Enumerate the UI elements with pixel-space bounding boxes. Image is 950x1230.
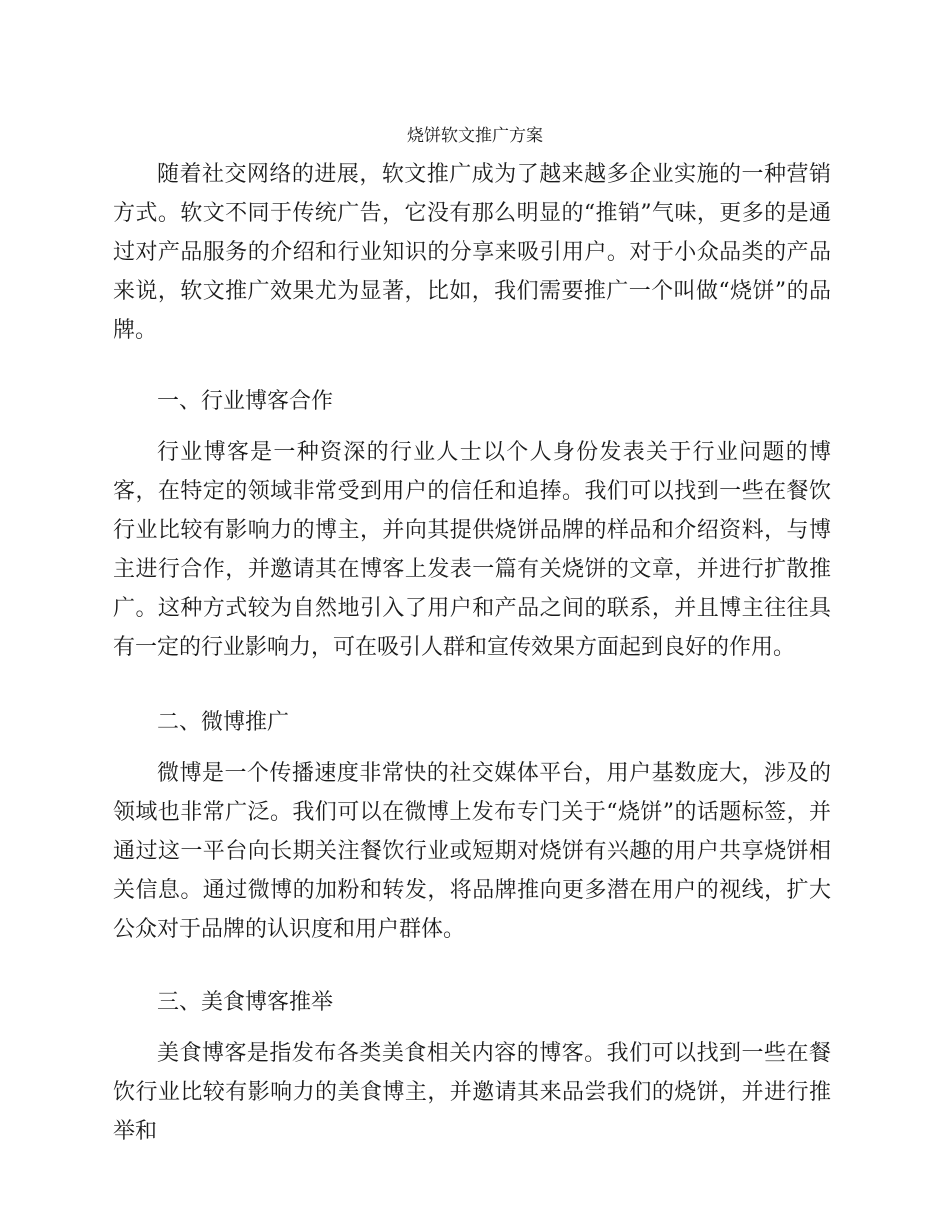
- section-paragraph-food-blog: 美食博客是指发布各类美食相关内容的博客。我们可以找到一些在餐饮行业比较有影响力的美食博主，并邀请其来品尝我们的烧饼，并进行推举和: [113, 1041, 831, 1144]
- section-heading-food-blog: 三、美食博客推举: [157, 990, 334, 1015]
- section-heading-weibo: 二、微博推广: [157, 710, 290, 735]
- section-paragraph-weibo: 微博是一个传播速度非常快的社交媒体平台，用户基数庞大，涉及的领域也非常广泛。我们可以在微博上发布专门关于“烧饼”的话题标签，并通过这一平台向长期关注餐饮行业或短期对烧饼有兴趣的用户共享烧饼相关信息。通过微博的加粉和转发，将品牌推向更多潜在用户的视线，扩大公众对于品牌的认识度和用户群体。: [113, 761, 831, 942]
- section-heading-industry-blog: 一、行业博客合作: [157, 389, 334, 414]
- document-title: 烧饼软文推广方案: [407, 126, 543, 146]
- intro-paragraph: 随着社交网络的进展，软文推广成为了越来越多企业实施的一种营销方式。软文不同于传统广告，它没有那么明显的“推销”气味，更多的是通过对产品服务的介绍和行业知识的分享来吸引用户。对于小众品类的产品来说，软文推广效果尤为显著，比如，我们需要推广一个叫做“烧饼”的品牌。: [113, 162, 831, 343]
- section-paragraph-industry-blog: 行业博客是一种资深的行业人士以个人身份发表关于行业问题的博客，在特定的领域非常受到用户的信任和追捧。我们可以找到一些在餐饮行业比较有影响力的博主，并向其提供烧饼品牌的样品和介绍资料，与博主进行合作，并邀请其在博客上发表一篇有关烧饼的文章，并进行扩散推广。这种方式较为自然地引入了用户和产品之间的联系，并且博主往往具有一定的行业影响力，可在吸引人群和宣传效果方面起到良好的作用。: [113, 440, 831, 660]
